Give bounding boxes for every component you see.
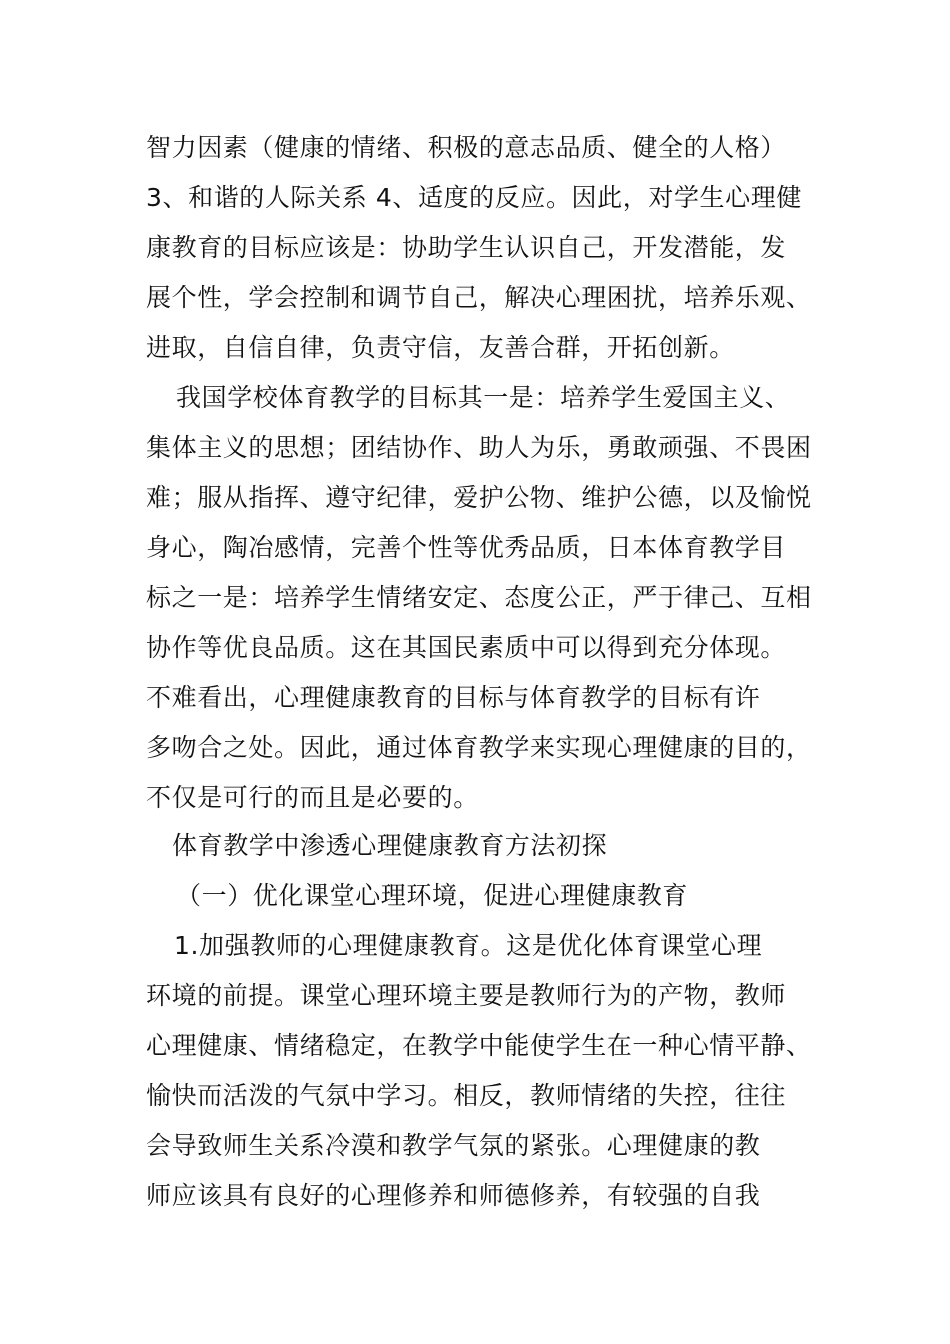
text-line: 展个性，学会控制和调节自己，解决心理困扰，培养乐观、 [146,283,812,312]
text-line: 集体主义的思想；团结协作、助人为乐，勇敢顽强、不畏困 [146,433,812,462]
text-line: 标之一是：培养学生情绪安定、态度公正，严于律己、互相 [146,583,812,612]
text-line: 1.加强教师的心理健康教育。这是优化体育课堂心理 [174,931,763,960]
section-heading: 体育教学中渗透心理健康教育方法初探 [172,831,608,860]
text-line: 不难看出，心理健康教育的目标与体育教学的目标有许 [146,683,761,712]
text-line: 身心，陶冶感情，完善个性等优秀品质，日本体育教学目 [146,533,787,562]
text-line: 康教育的目标应该是：协助学生认识自己，开发潜能，发 [146,233,787,262]
text-line: 不仅是可行的而且是必要的。 [146,783,479,812]
text-line: 师应该具有良好的心理修养和师德修养，有较强的自我 [146,1181,761,1210]
text-line: 协作等优良品质。这在其国民素质中可以得到充分体现。 [146,633,787,662]
text-line: 多吻合之处。因此，通过体育教学来实现心理健康的目的， [146,733,812,762]
text-line: 难；服从指挥、遵守纪律，爱护公物、维护公德，以及愉悦 [146,483,812,512]
text-line: 愉快而活泼的气氛中学习。相反，教师情绪的失控，往往 [146,1081,787,1110]
text-line: 进取，自信自律，负责守信，友善合群，开拓创新。 [146,333,735,362]
text-line: 我国学校体育教学的目标其一是：培养学生爱国主义、 [176,383,791,412]
text-line: 环境的前提。课堂心理环境主要是教师行为的产物，教师 [146,981,787,1010]
text-line: 智力因素（健康的情绪、积极的意志品质、健全的人格） [146,133,787,162]
text-line: 会导致师生关系冷漠和教学气氛的紧张。心理健康的教 [146,1131,761,1160]
text-line: 3、和谐的人际关系 4、适度的反应。因此，对学生心理健 [146,183,802,212]
subsection-heading: （一）优化课堂心理环境，促进心理健康教育 [176,881,689,910]
text-line: 心理健康、情绪稳定，在教学中能使学生在一种心情平静、 [146,1031,812,1060]
